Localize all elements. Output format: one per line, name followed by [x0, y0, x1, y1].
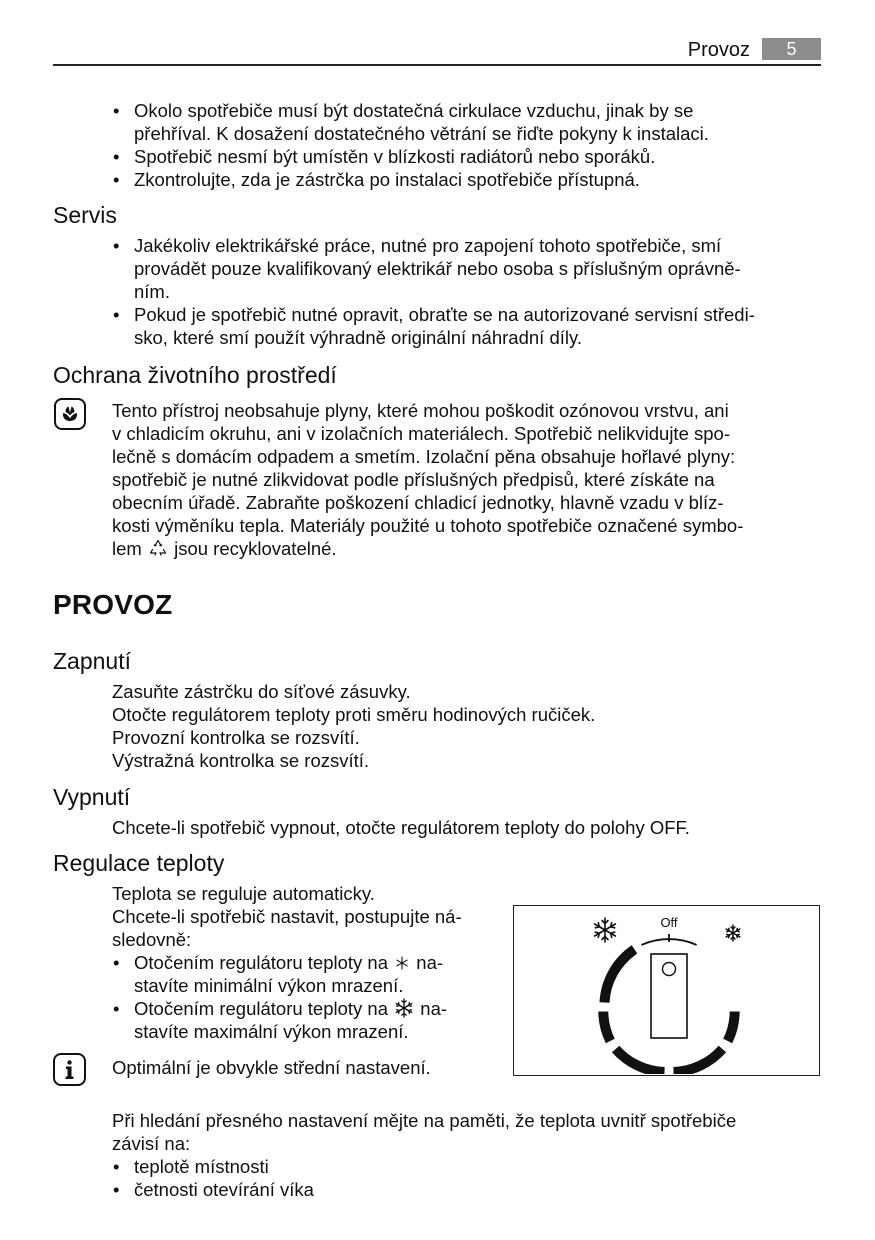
- regulace-bullet-list: [112, 951, 507, 1043]
- list-item: • Zkontrolujte, zda je zástrčka po instalaci spotřebiče přístupná.: [112, 168, 812, 191]
- environment-heading: Ochrana životního prostředí: [53, 362, 337, 388]
- environment-text: Tento přístroj neobsahuje plyny, které mohou poškodit ozónovou vrstvu, ani v chladicím okruhu, ani v izolačních materiálech. Spotřebič nelikvidujte spo- lečně s domácím odpadem a smetím. Izolační pěna obsahuje hořlavé plyny: spotřebič je nutné zlikvidovat podle příslušných předpisů, které získáte na obecním úřadě. Zabraňte poškození chladicí jednotky, hlavně vzadu v blíz- kosti výměníku tepla. Materiály použité u tohoto spotřebiče označené symbo- lem jsou recyklovatelné.: [112, 400, 744, 559]
- list-item: • Spotřebič nesmí být umístěn v blízkosti radiátorů nebo sporáků.: [112, 145, 812, 168]
- regulace-heading: Regulace teploty: [53, 850, 225, 876]
- install-bullet-list: [112, 99, 812, 191]
- zapnuti-text: Zasuňte zástrčku do síťové zásuvky. Otočte regulátorem teploty proti směru hodinových ručiček. Provozní kontrolka se rozsvítí. Výstražná kontrolka se rozsvítí.: [112, 681, 596, 771]
- list-item: • Otočením regulátoru teploty na na- stavíte minimální výkon mrazení.: [112, 951, 507, 997]
- list-item: • Otočením regulátoru teploty na na- stavíte maximální výkon mrazení.: [112, 997, 507, 1043]
- info-text: Optimální je obvykle střední nastavení.: [112, 1057, 431, 1078]
- servis-bullet-list: [112, 234, 822, 349]
- snowflake-large-icon: [394, 998, 414, 1018]
- factors-list: [112, 1155, 612, 1201]
- header-section-title: Provoz: [687, 39, 750, 61]
- info-icon: [53, 1053, 86, 1086]
- list-item: • četnosti otevírání víka: [112, 1178, 612, 1201]
- recycle-icon: [148, 538, 168, 558]
- vypnuti-text: Chcete-li spotřebič vypnout, otočte regulátorem teploty do polohy OFF.: [112, 817, 690, 838]
- list-item: • Okolo spotřebiče musí být dostatečná cirkulace vzduchu, jinak by se přehříval. K dosažení dostatečného větrání se řiďte pokyny k instalaci.: [112, 99, 812, 145]
- snowflake-small-icon: [395, 956, 409, 970]
- dial-snowflake-large-icon: [595, 918, 616, 942]
- header-rule: [53, 64, 821, 66]
- list-item: • Pokud je spotřebič nutné opravit, obraťte se na autorizované servisní středi- sko, které smí použít výhradně originální náhradní díly.: [112, 303, 822, 349]
- regulace-intro: Teplota se reguluje automaticky. Chcete-li spotřebič nastavit, postupujte ná- sledovně:: [112, 883, 462, 950]
- zapnuti-heading: Zapnutí: [53, 648, 131, 674]
- dial-snowflake-small-icon: [726, 925, 740, 941]
- vypnuti-heading: Vypnutí: [53, 784, 131, 810]
- factors-intro: Při hledání přesného nastavení mějte na paměti, že teplota uvnitř spotřebiče závisí na:: [112, 1110, 737, 1154]
- temperature-dial-diagram: [513, 905, 820, 1076]
- list-item: • Jakékoliv elektrikářské práce, nutné pro zapojení tohoto spotřebiče, smí provádět pouze kvalifikovaný elektrikář nebo osoba s příslušným oprávně- ním.: [112, 234, 822, 303]
- environment-icon: [54, 398, 86, 430]
- dial-off-label: Off: [660, 915, 678, 930]
- list-item: • teplotě místnosti: [112, 1155, 612, 1178]
- provoz-title: PROVOZ: [53, 589, 173, 620]
- page-number: 5: [762, 38, 821, 60]
- servis-heading: Servis: [53, 202, 117, 228]
